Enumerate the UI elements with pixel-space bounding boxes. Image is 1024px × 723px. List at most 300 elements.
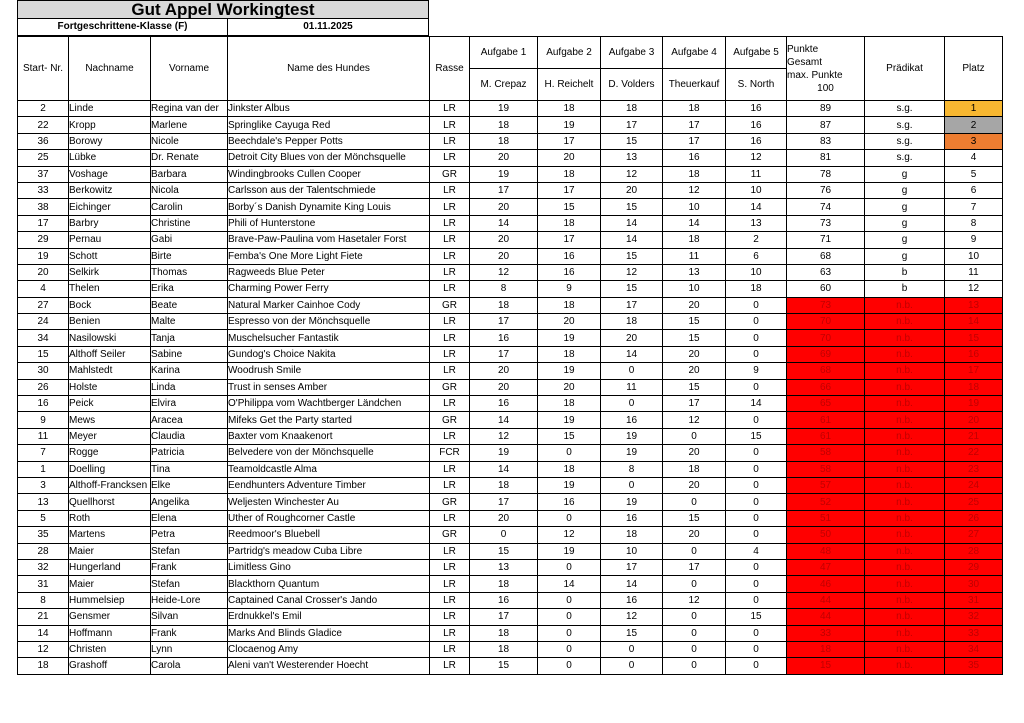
cell-vorname: Aracea [151,412,228,428]
table-row [18,592,1003,608]
cell-task-1: 20 [470,379,538,395]
cell-nachname: Hummelsiep [69,592,151,608]
cell-rasse: LR [430,396,470,412]
cell-start-nr: 19 [18,248,69,264]
cell-vorname: Stefan [151,543,228,559]
header-task-1: Aufgabe 1 [470,37,538,69]
cell-dog-name: Muschelsucher Fantastik [228,330,430,346]
cell-task-5: 0 [726,330,787,346]
cell-start-nr: 38 [18,199,69,215]
cell-platz: 35 [945,658,1003,674]
cell-task-4: 17 [663,396,726,412]
cell-dog-name: Eendhunters Adventure Timber [228,477,430,493]
cell-dog-name: Detroit City Blues von der Mönchsquelle [228,150,430,166]
table-row [18,576,1003,592]
cell-nachname: Grashoff [69,658,151,674]
cell-task-2: 9 [538,281,601,297]
cell-task-2: 0 [538,609,601,625]
cell-start-nr: 7 [18,445,69,461]
cell-rasse: LR [430,117,470,133]
cell-task-5: 10 [726,182,787,198]
cell-vorname: Sabine [151,346,228,362]
table-row [18,609,1003,625]
cell-punkte: 61 [787,412,865,428]
cell-platz: 31 [945,592,1003,608]
cell-task-5: 0 [726,445,787,461]
cell-task-3: 15 [601,281,663,297]
cell-start-nr: 8 [18,592,69,608]
cell-punkte: 50 [787,527,865,543]
cell-nachname: Rogge [69,445,151,461]
cell-task-4: 0 [663,641,726,657]
cell-task-2: 0 [538,592,601,608]
event-date: 01.11.2025 [228,19,429,36]
cell-task-5: 14 [726,396,787,412]
cell-task-1: 18 [470,576,538,592]
cell-praedikat: n.b. [865,428,945,444]
table-row [18,625,1003,641]
cell-vorname: Carola [151,658,228,674]
table-row [18,117,1003,133]
cell-vorname: Elke [151,477,228,493]
table-row [18,199,1003,215]
cell-punkte: 71 [787,232,865,248]
cell-platz: 3 [945,133,1003,149]
cell-start-nr: 34 [18,330,69,346]
cell-platz: 8 [945,215,1003,231]
cell-dog-name: Blackthorn Quantum [228,576,430,592]
cell-nachname: Christen [69,641,151,657]
cell-rasse: LR [430,248,470,264]
cell-nachname: Roth [69,510,151,526]
table-row [18,133,1003,149]
cell-punkte: 57 [787,477,865,493]
table-row [18,543,1003,559]
cell-vorname: Frank [151,559,228,575]
cell-praedikat: n.b. [865,379,945,395]
cell-task-4: 0 [663,658,726,674]
cell-dog-name: Beechdale's Pepper Potts [228,133,430,149]
cell-platz: 2 [945,117,1003,133]
cell-task-3: 19 [601,445,663,461]
cell-task-2: 20 [538,379,601,395]
cell-rasse: GR [430,166,470,182]
table-row [18,232,1003,248]
cell-praedikat: n.b. [865,363,945,379]
cell-vorname: Frank [151,625,228,641]
cell-task-5: 0 [726,658,787,674]
cell-task-2: 15 [538,428,601,444]
cell-task-2: 18 [538,461,601,477]
cell-task-2: 18 [538,297,601,313]
cell-task-2: 14 [538,576,601,592]
cell-task-4: 12 [663,412,726,428]
cell-start-nr: 5 [18,510,69,526]
cell-task-4: 17 [663,117,726,133]
cell-task-5: 16 [726,117,787,133]
cell-punkte: 52 [787,494,865,510]
cell-task-1: 8 [470,281,538,297]
cell-praedikat: n.b. [865,559,945,575]
cell-task-5: 0 [726,412,787,428]
cell-task-5: 13 [726,215,787,231]
cell-task-3: 20 [601,330,663,346]
cell-rasse: LR [430,592,470,608]
cell-task-3: 15 [601,625,663,641]
cell-nachname: Bock [69,297,151,313]
table-row [18,182,1003,198]
table-row [18,396,1003,412]
table-row [18,428,1003,444]
cell-vorname: Gabi [151,232,228,248]
cell-vorname: Christine [151,215,228,231]
cell-task-1: 18 [470,641,538,657]
header-punkte-max: 100 [817,82,834,94]
cell-platz: 32 [945,609,1003,625]
cell-task-1: 13 [470,559,538,575]
cell-dog-name: Jinkster Albus [228,101,430,117]
table-row [18,314,1003,330]
cell-nachname: Voshage [69,166,151,182]
judge-3: D. Volders [601,69,663,101]
cell-vorname: Silvan [151,609,228,625]
cell-praedikat: n.b. [865,592,945,608]
cell-punkte: 68 [787,363,865,379]
cell-task-3: 15 [601,248,663,264]
cell-nachname: Lübke [69,150,151,166]
cell-vorname: Lynn [151,641,228,657]
cell-task-1: 18 [470,297,538,313]
cell-punkte: 70 [787,314,865,330]
cell-task-5: 16 [726,133,787,149]
cell-task-4: 20 [663,346,726,362]
cell-praedikat: s.g. [865,117,945,133]
cell-task-5: 0 [726,576,787,592]
cell-punkte: 47 [787,559,865,575]
cell-praedikat: n.b. [865,461,945,477]
cell-task-5: 16 [726,101,787,117]
cell-nachname: Peick [69,396,151,412]
cell-praedikat: g [865,182,945,198]
cell-rasse: LR [430,281,470,297]
cell-nachname: Holste [69,379,151,395]
cell-praedikat: n.b. [865,527,945,543]
cell-rasse: LR [430,101,470,117]
cell-nachname: Martens [69,527,151,543]
cell-vorname: Elvira [151,396,228,412]
cell-task-3: 11 [601,379,663,395]
cell-task-3: 0 [601,641,663,657]
cell-task-5: 0 [726,527,787,543]
cell-task-3: 0 [601,396,663,412]
cell-start-nr: 13 [18,494,69,510]
cell-praedikat: n.b. [865,510,945,526]
cell-task-2: 17 [538,182,601,198]
cell-dog-name: Partridg's meadow Cuba Libre [228,543,430,559]
table-row [18,477,1003,493]
cell-task-1: 12 [470,264,538,280]
cell-task-5: 11 [726,166,787,182]
cell-start-nr: 24 [18,314,69,330]
cell-task-2: 18 [538,396,601,412]
judge-1: M. Crepaz [470,69,538,101]
cell-praedikat: n.b. [865,609,945,625]
cell-dog-name: Borby´s Danish Dynamite King Louis [228,199,430,215]
header-platz: Platz [945,37,1003,101]
cell-platz: 6 [945,182,1003,198]
cell-start-nr: 9 [18,412,69,428]
cell-praedikat: g [865,199,945,215]
cell-dog-name: Erdnukkel's Emil [228,609,430,625]
cell-start-nr: 12 [18,641,69,657]
cell-task-3: 18 [601,314,663,330]
header-praedikat: Prädikat [865,37,945,101]
cell-nachname: Hungerland [69,559,151,575]
cell-task-2: 19 [538,330,601,346]
cell-vorname: Petra [151,527,228,543]
cell-praedikat: n.b. [865,477,945,493]
cell-praedikat: b [865,281,945,297]
cell-punkte: 73 [787,215,865,231]
cell-task-5: 2 [726,232,787,248]
cell-nachname: Althoff Seiler [69,346,151,362]
cell-task-1: 14 [470,412,538,428]
cell-rasse: LR [430,215,470,231]
table-row [18,559,1003,575]
cell-start-nr: 32 [18,559,69,575]
cell-task-1: 20 [470,232,538,248]
table-row [18,494,1003,510]
cell-praedikat: b [865,264,945,280]
cell-praedikat: n.b. [865,346,945,362]
cell-punkte: 69 [787,346,865,362]
cell-task-1: 19 [470,445,538,461]
cell-task-3: 14 [601,576,663,592]
cell-platz: 19 [945,396,1003,412]
cell-task-4: 13 [663,264,726,280]
cell-nachname: Meyer [69,428,151,444]
cell-task-3: 13 [601,150,663,166]
cell-task-2: 0 [538,658,601,674]
cell-dog-name: Clocaenog Amy [228,641,430,657]
cell-task-2: 17 [538,232,601,248]
cell-vorname: Stefan [151,576,228,592]
cell-rasse: LR [430,133,470,149]
cell-task-2: 19 [538,477,601,493]
cell-platz: 22 [945,445,1003,461]
judge-5: S. North [726,69,787,101]
cell-vorname: Carolin [151,199,228,215]
cell-nachname: Hoffmann [69,625,151,641]
cell-task-4: 10 [663,281,726,297]
cell-vorname: Tanja [151,330,228,346]
table-row [18,658,1003,674]
cell-platz: 30 [945,576,1003,592]
header-task-4: Aufgabe 4 [663,37,726,69]
cell-nachname: Barbry [69,215,151,231]
cell-start-nr: 16 [18,396,69,412]
class-label: Fortgeschrittene-Klasse (F) [17,19,228,36]
cell-task-2: 19 [538,412,601,428]
results-body [18,101,1003,675]
cell-start-nr: 29 [18,232,69,248]
cell-vorname: Malte [151,314,228,330]
cell-platz: 25 [945,494,1003,510]
cell-task-4: 0 [663,494,726,510]
cell-vorname: Claudia [151,428,228,444]
cell-task-2: 15 [538,199,601,215]
cell-punkte: 44 [787,592,865,608]
cell-start-nr: 21 [18,609,69,625]
cell-start-nr: 36 [18,133,69,149]
cell-task-4: 10 [663,199,726,215]
cell-dog-name: Captained Canal Crosser's Jando [228,592,430,608]
cell-dog-name: Aleni van't Westerender Hoecht [228,658,430,674]
cell-task-4: 11 [663,248,726,264]
cell-task-1: 19 [470,101,538,117]
cell-praedikat: s.g. [865,133,945,149]
cell-nachname: Doelling [69,461,151,477]
cell-rasse: GR [430,379,470,395]
cell-start-nr: 35 [18,527,69,543]
table-row [18,330,1003,346]
cell-platz: 11 [945,264,1003,280]
cell-nachname: Benien [69,314,151,330]
cell-punkte: 58 [787,461,865,477]
table-row [18,379,1003,395]
header-punkte-line2: Gesamt [787,56,823,68]
cell-task-1: 20 [470,150,538,166]
cell-task-2: 0 [538,559,601,575]
cell-task-1: 18 [470,477,538,493]
table-row [18,166,1003,182]
cell-task-2: 18 [538,101,601,117]
cell-start-nr: 20 [18,264,69,280]
cell-task-4: 12 [663,592,726,608]
cell-task-3: 12 [601,264,663,280]
table-row [18,445,1003,461]
cell-task-5: 0 [726,379,787,395]
cell-platz: 15 [945,330,1003,346]
cell-vorname: Nicola [151,182,228,198]
results-table [17,36,1003,675]
cell-rasse: GR [430,297,470,313]
cell-task-5: 18 [726,281,787,297]
cell-nachname: Eichinger [69,199,151,215]
judge-4: Theuerkauf [663,69,726,101]
cell-nachname: Mahlstedt [69,363,151,379]
table-row [18,215,1003,231]
cell-start-nr: 26 [18,379,69,395]
cell-punkte: 83 [787,133,865,149]
cell-punkte: 73 [787,297,865,313]
cell-vorname: Nicole [151,133,228,149]
table-row [18,346,1003,362]
cell-task-2: 19 [538,363,601,379]
cell-vorname: Angelika [151,494,228,510]
cell-task-1: 18 [470,117,538,133]
cell-task-5: 0 [726,559,787,575]
cell-punkte: 78 [787,166,865,182]
cell-task-5: 15 [726,428,787,444]
cell-task-2: 18 [538,346,601,362]
cell-punkte: 51 [787,510,865,526]
cell-dog-name: Uther of Roughcorner Castle [228,510,430,526]
cell-rasse: LR [430,625,470,641]
cell-rasse: LR [430,264,470,280]
cell-nachname: Nasilowski [69,330,151,346]
cell-platz: 24 [945,477,1003,493]
cell-task-1: 12 [470,428,538,444]
cell-task-4: 18 [663,461,726,477]
cell-task-1: 20 [470,363,538,379]
cell-task-4: 0 [663,543,726,559]
cell-task-1: 0 [470,527,538,543]
cell-nachname: Schott [69,248,151,264]
cell-platz: 9 [945,232,1003,248]
cell-task-4: 12 [663,182,726,198]
cell-task-3: 17 [601,297,663,313]
cell-task-4: 20 [663,363,726,379]
cell-dog-name: Brave-Paw-Paulina vom Hasetaler Forst [228,232,430,248]
cell-task-3: 0 [601,477,663,493]
cell-task-1: 17 [470,609,538,625]
cell-punkte: 89 [787,101,865,117]
cell-task-3: 0 [601,658,663,674]
cell-rasse: LR [430,346,470,362]
cell-punkte: 66 [787,379,865,395]
cell-task-5: 6 [726,248,787,264]
cell-dog-name: Charming Power Ferry [228,281,430,297]
cell-task-5: 0 [726,592,787,608]
cell-start-nr: 31 [18,576,69,592]
table-row [18,264,1003,280]
cell-start-nr: 28 [18,543,69,559]
cell-rasse: LR [430,641,470,657]
cell-dog-name: Femba's One More Light Fiete [228,248,430,264]
cell-task-4: 20 [663,445,726,461]
cell-rasse: LR [430,330,470,346]
judge-2: H. Reichelt [538,69,601,101]
cell-task-1: 14 [470,215,538,231]
cell-task-4: 15 [663,510,726,526]
header-rasse: Rasse [430,37,470,101]
cell-dog-name: Mifeks Get the Party started [228,412,430,428]
table-row [18,641,1003,657]
header-nachname: Nachname [69,37,151,101]
cell-praedikat: n.b. [865,297,945,313]
cell-task-4: 20 [663,527,726,543]
cell-vorname: Marlene [151,117,228,133]
cell-task-2: 18 [538,166,601,182]
cell-platz: 4 [945,150,1003,166]
cell-task-3: 14 [601,346,663,362]
cell-task-1: 18 [470,133,538,149]
cell-task-2: 17 [538,133,601,149]
cell-task-5: 0 [726,297,787,313]
cell-task-2: 19 [538,543,601,559]
cell-start-nr: 3 [18,477,69,493]
cell-task-2: 16 [538,264,601,280]
cell-nachname: Kropp [69,117,151,133]
cell-platz: 27 [945,527,1003,543]
cell-punkte: 48 [787,543,865,559]
cell-vorname: Beate [151,297,228,313]
cell-task-2: 18 [538,215,601,231]
cell-task-2: 16 [538,248,601,264]
cell-task-2: 0 [538,641,601,657]
header-punkte-line1: Punkte [787,43,819,55]
